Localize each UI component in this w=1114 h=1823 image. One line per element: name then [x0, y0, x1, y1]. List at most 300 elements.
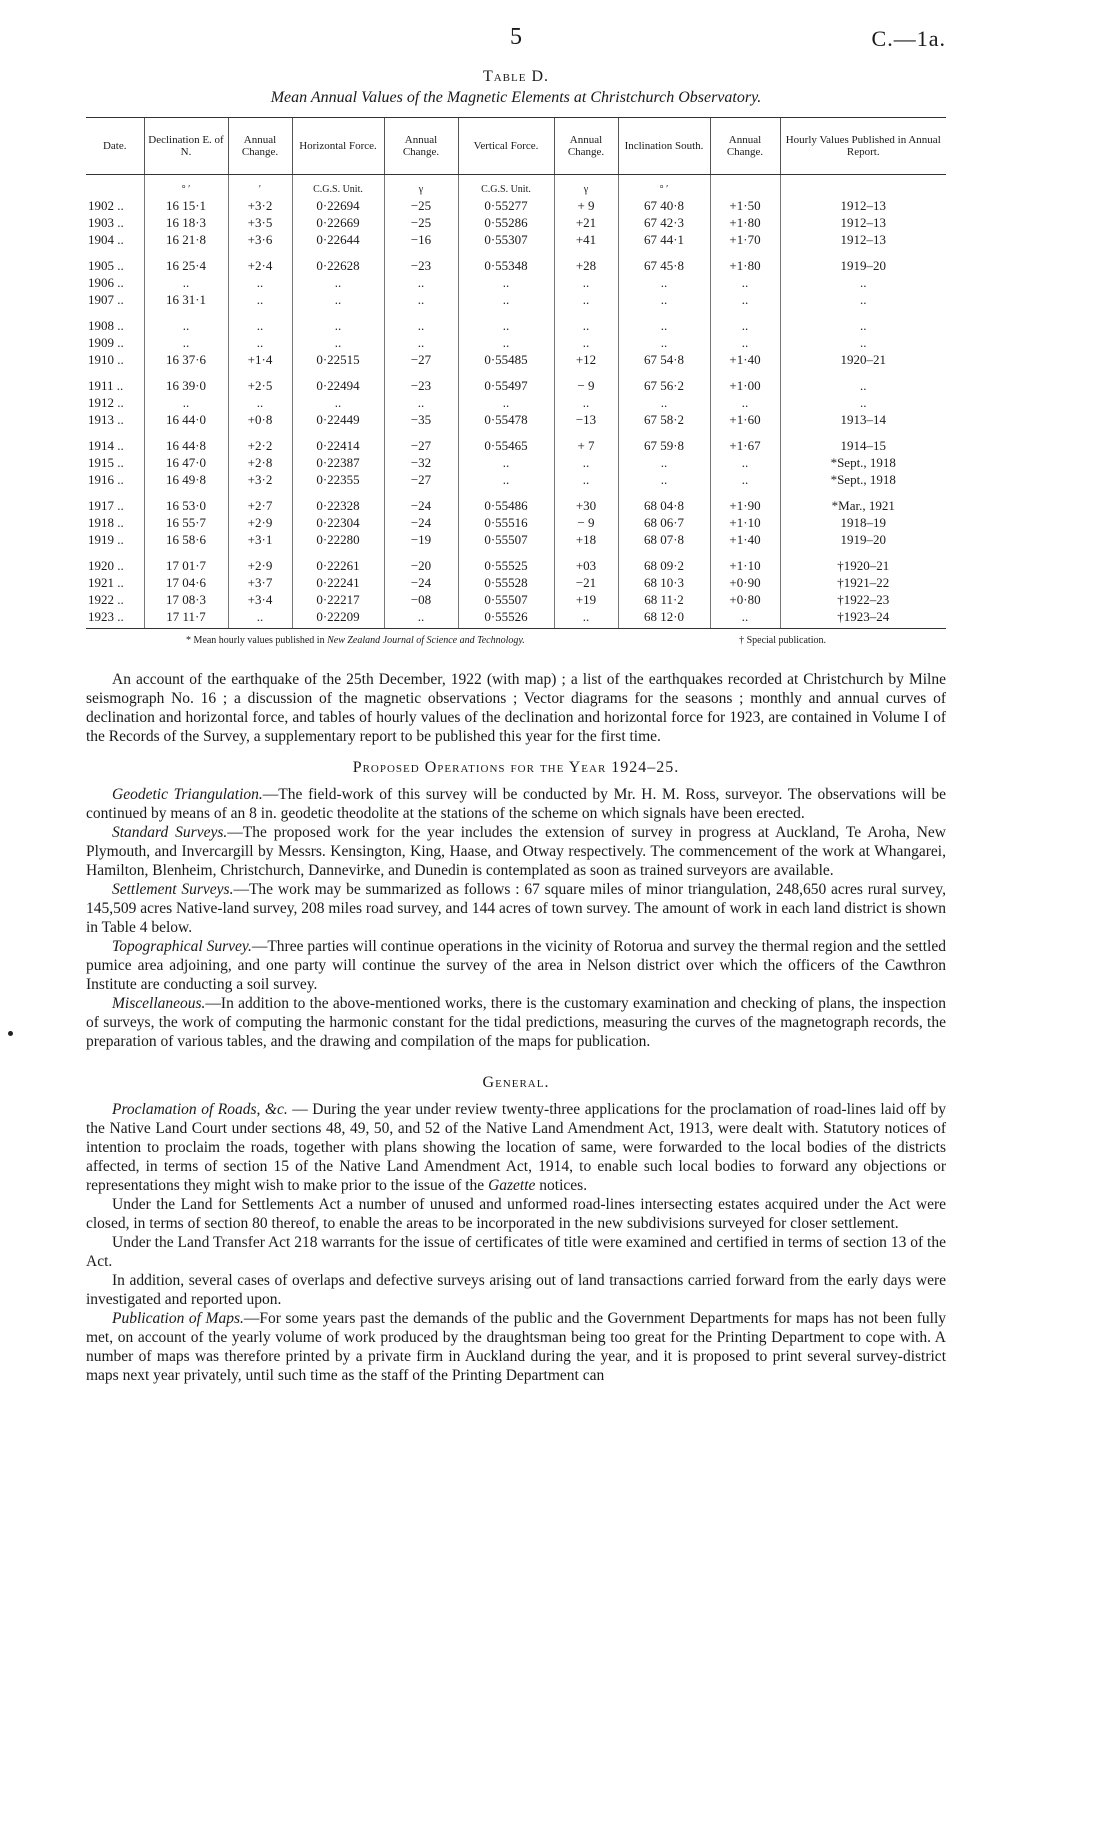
table-cell: 1923 .. — [86, 608, 144, 629]
table-header-row — [86, 118, 946, 175]
table-cell: 1904 .. — [88, 232, 124, 247]
table-cell: +0·8 — [228, 411, 292, 428]
table-cell: .. — [384, 394, 458, 411]
page-number: 5 — [510, 24, 522, 50]
table-cell: +1·90 — [710, 497, 780, 514]
table-cell: +12 — [554, 351, 618, 368]
table-cell: 0·55507 — [458, 591, 554, 608]
table-cell — [618, 368, 710, 377]
table-cell: −08 — [384, 591, 458, 608]
table-row — [86, 377, 946, 394]
spacer-row — [86, 368, 946, 377]
table-cell: .. — [228, 608, 292, 629]
table-cell: .. — [144, 334, 228, 351]
table-cell: .. — [618, 454, 710, 471]
table-cell: .. — [710, 317, 780, 334]
table-cell: 0·55485 — [458, 351, 554, 368]
table-cell: 0·55307 — [458, 231, 554, 248]
table-cell: ° ′ — [618, 175, 710, 198]
table-cell: +1·80 — [710, 214, 780, 231]
table-cell: 1919–20 — [780, 257, 946, 274]
table-cell: −23 — [384, 377, 458, 394]
table-cell: .. — [554, 317, 618, 334]
table-cell: .. — [144, 274, 228, 291]
table-cell — [292, 488, 384, 497]
table-cell: 1920–21 — [780, 351, 946, 368]
page-header — [86, 24, 946, 64]
table-cell: 16 47·0 — [144, 454, 228, 471]
table-row — [86, 334, 946, 351]
table-cell: +1·70 — [710, 231, 780, 248]
table-row — [86, 231, 946, 248]
table-cell: 1912–13 — [780, 214, 946, 231]
table-cell: −32 — [384, 454, 458, 471]
table-cell — [144, 368, 228, 377]
table-cell: 1915 .. — [88, 455, 124, 470]
table-cell: −24 — [384, 514, 458, 531]
table-cell: 1908 .. — [88, 318, 124, 333]
table-cell — [554, 428, 618, 437]
table-cell: −25 — [384, 214, 458, 231]
table-cell: .. — [780, 377, 946, 394]
table-cell — [292, 308, 384, 317]
column-header: Horizontal Force. — [292, 118, 384, 175]
table-cell — [554, 488, 618, 497]
footnote-hourly-prefix: * Mean hourly values published in — [186, 635, 328, 646]
table-cell: .. — [780, 317, 946, 334]
table-cell: 17 08·3 — [144, 591, 228, 608]
table-cell — [228, 548, 292, 557]
proposed-paragraph — [86, 785, 946, 823]
table-cell: .. — [780, 274, 946, 291]
table-cell: 0·22414 — [292, 437, 384, 454]
general-heading: General. — [482, 1074, 550, 1091]
table-cell: +28 — [554, 257, 618, 274]
table-cell — [228, 248, 292, 257]
table-cell: +3·2 — [228, 197, 292, 214]
table-cell: +1·4 — [228, 351, 292, 368]
maps-paragraph — [86, 1309, 946, 1385]
table-cell: 0·22209 — [292, 608, 384, 629]
table-cell: .. — [144, 394, 228, 411]
footnote-hourly-values — [186, 635, 525, 646]
table-cell: .. — [618, 291, 710, 308]
table-cell — [780, 308, 946, 317]
table-cell: .. — [618, 394, 710, 411]
table-cell: 0·55516 — [458, 514, 554, 531]
table-cell: .. — [228, 394, 292, 411]
table-cell: 68 04·8 — [618, 497, 710, 514]
table-cell: .. — [292, 334, 384, 351]
table-cell: 68 11·2 — [618, 591, 710, 608]
table-cell: .. — [554, 454, 618, 471]
table-cell: 0·22328 — [292, 497, 384, 514]
table-row — [86, 411, 946, 428]
table-cell: 17 11·7 — [144, 608, 228, 629]
table-cell — [780, 428, 946, 437]
table-cell: 1918 .. — [88, 515, 124, 530]
table-cell: −23 — [384, 257, 458, 274]
table-row — [86, 531, 946, 548]
table-cell — [554, 368, 618, 377]
table-cell: 16 55·7 — [144, 514, 228, 531]
land-transfer-paragraph: Under the Land Transfer Act 218 warrants for the issue of certificates of title were examined and certified in terms of section 13 of the Act. — [86, 1234, 946, 1270]
table-row — [86, 557, 946, 574]
table-cell: 16 53·0 — [144, 497, 228, 514]
table-cell: 67 40·8 — [618, 197, 710, 214]
table-cell — [144, 428, 228, 437]
table-cell: 1913–14 — [780, 411, 946, 428]
table-cell: −19 — [384, 531, 458, 548]
table-cell: .. — [228, 274, 292, 291]
table-cell: .. — [292, 274, 384, 291]
table-row — [86, 394, 946, 411]
table-cell: .. — [618, 334, 710, 351]
table-cell: 1902 .. — [88, 198, 124, 213]
table-cell — [458, 368, 554, 377]
table-cell: .. — [458, 394, 554, 411]
table-cell: .. — [554, 291, 618, 308]
table-cell — [458, 548, 554, 557]
table-cell: 0·22241 — [292, 574, 384, 591]
table-cell: 0·55486 — [458, 497, 554, 514]
table-cell: 0·55528 — [458, 574, 554, 591]
table-cell: +0·80 — [710, 591, 780, 608]
table-cell: .. — [292, 394, 384, 411]
table-cell: + 7 — [554, 437, 618, 454]
table-cell: −25 — [384, 197, 458, 214]
table-cell: .. — [228, 291, 292, 308]
paragraph-lead: Miscellaneous. — [112, 995, 206, 1012]
table-row — [86, 197, 946, 214]
table-cell — [384, 548, 458, 557]
paragraph-text: —In addition to the above-mentioned works, there is the customary examination and checking of plans, the inspection of surveys, the work of computing the harmonic constant for the tidal predictions, measuring the curves of the magnetograph records, the preparation of various tables, and the drawing and compilation of the maps for publication. — [86, 995, 946, 1050]
table-title: Table D. — [482, 68, 550, 85]
table-cell: +30 — [554, 497, 618, 514]
table-cell: 1905 .. — [88, 258, 124, 273]
proposed-operations-section — [86, 785, 946, 1051]
table-cell: − 9 — [554, 514, 618, 531]
proposed-paragraph — [86, 937, 946, 994]
table-row — [86, 351, 946, 368]
table-cell: *Sept., 1918 — [780, 454, 946, 471]
roads-paragraph — [86, 1100, 946, 1195]
table-cell — [780, 368, 946, 377]
table-cell: .. — [458, 334, 554, 351]
table-cell: 68 09·2 — [618, 557, 710, 574]
table-cell: 1910 .. — [88, 352, 124, 367]
table-row — [86, 497, 946, 514]
table-cell: 0·22694 — [292, 197, 384, 214]
table-cell: 1903 .. — [88, 215, 124, 230]
table-cell: γ — [554, 175, 618, 198]
table-cell: −24 — [384, 497, 458, 514]
column-header: Annual Change. — [710, 118, 780, 175]
table-cell: 1920 .. — [88, 558, 124, 573]
table-cell: −27 — [384, 471, 458, 488]
table-cell — [86, 488, 144, 497]
document-reference: C.—1a. — [871, 26, 946, 51]
table-cell — [86, 368, 144, 377]
table-cell — [228, 428, 292, 437]
table-cell: 1914 .. — [88, 438, 124, 453]
proposed-paragraph — [86, 823, 946, 880]
paragraph-lead: Standard Surveys. — [112, 824, 228, 841]
table-cell: +2·9 — [228, 514, 292, 531]
table-row — [86, 437, 946, 454]
table-cell: .. — [144, 317, 228, 334]
table-cell: 0·22644 — [292, 231, 384, 248]
table-cell — [144, 248, 228, 257]
column-header: Annual Change. — [554, 118, 618, 175]
table-cell: 1911 .. — [88, 378, 124, 393]
table-cell: +1·10 — [710, 514, 780, 531]
table-row — [86, 608, 946, 629]
table-cell — [144, 548, 228, 557]
table-cell: 17 01·7 — [144, 557, 228, 574]
table-cell: 16 44·8 — [144, 437, 228, 454]
table-cell: 0·22217 — [292, 591, 384, 608]
column-header: Annual Change. — [228, 118, 292, 175]
table-cell: 68 12·0 — [618, 608, 710, 629]
table-cell: +2·5 — [228, 377, 292, 394]
table-cell: +3·6 — [228, 231, 292, 248]
table-cell: +1·40 — [710, 531, 780, 548]
column-header: Inclination South. — [618, 118, 710, 175]
table-cell — [710, 428, 780, 437]
table-cell: 68 10·3 — [618, 574, 710, 591]
table-cell: 0·55525 — [458, 557, 554, 574]
table-cell: −24 — [384, 574, 458, 591]
table-cell: +41 — [554, 231, 618, 248]
table-cell: +0·90 — [710, 574, 780, 591]
table-cell — [384, 248, 458, 257]
paragraph-text: —Three parties will continue operations in the vicinity of Rotorua and survey the thermal region and the settled pumice area adjoining, and one party will continue the survey of the area in Nelson district over which the officers of the Cawthron Institute are conducting a soil survey. — [86, 938, 946, 993]
page — [86, 24, 946, 1385]
table-cell: 16 37·6 — [144, 351, 228, 368]
table-cell: 16 39·0 — [144, 377, 228, 394]
table-cell: 1921 .. — [88, 575, 124, 590]
table-cell: −21 — [554, 574, 618, 591]
settlements-paragraph: Under the Land for Settlements Act a number of unused and unformed road-lines intersecting estates acquired under the Act were closed, in terms of section 80 thereof, to enable the areas to be incorporated in the new subdivisions surveyed for closer settlement. — [86, 1196, 946, 1232]
table-body — [86, 175, 946, 629]
footnote-special-publication: † Special publication. — [739, 635, 826, 646]
body-text — [86, 670, 946, 1385]
proposed-operations-heading: Proposed Operations for the Year 1924–25. — [352, 759, 680, 776]
table-cell: 1917 .. — [88, 498, 124, 513]
table-cell: 1912–13 — [780, 197, 946, 214]
table-cell: 67 59·8 — [618, 437, 710, 454]
table-cell: +3·1 — [228, 531, 292, 548]
table-cell: 0·22387 — [292, 454, 384, 471]
roads-text-a: — During the year under review twenty-three applications for the proclamation of road-lines laid off by the Native Land Court under sections 48, 49, 50, and 52 of the Native Land Amendment Act, 1913, were dealt with. Statutory notices of intention to proclaim the roads, together with plans showing the location of same, were forwarded to the local bodies of the districts affected, in terms of section 15 of the Native Land Amendment Act, 1914, to enable such local bodies to forward any objections or representations they might wish to make prior to the issue of the — [86, 1101, 946, 1194]
table-cell: .. — [228, 317, 292, 334]
table-cell — [384, 368, 458, 377]
table-cell: 0·22261 — [292, 557, 384, 574]
table-cell: 0·22494 — [292, 377, 384, 394]
paragraph-lead: Geodetic Triangulation. — [112, 786, 263, 803]
table-cell — [86, 248, 144, 257]
table-cell: .. — [710, 471, 780, 488]
table-cell — [618, 428, 710, 437]
table-cell: 16 31·1 — [144, 291, 228, 308]
table-cell: +1·67 — [710, 437, 780, 454]
column-header: Vertical Force. — [458, 118, 554, 175]
spacer-row — [86, 548, 946, 557]
table-cell: 1907 .. — [88, 292, 124, 307]
table-cell: .. — [228, 334, 292, 351]
table-cell: +1·80 — [710, 257, 780, 274]
table-cell: 0·55507 — [458, 531, 554, 548]
table-cell: ° ′ — [144, 175, 228, 198]
table-cell: 1906 .. — [88, 275, 124, 290]
table-cell: +1·10 — [710, 557, 780, 574]
table-cell: +3·2 — [228, 471, 292, 488]
table-cell: γ — [384, 175, 458, 198]
table-subtitle: Mean Annual Values of the Magnetic Elements at Christchurch Observatory. — [270, 89, 762, 106]
table-cell — [458, 428, 554, 437]
table-cell: 0·22669 — [292, 214, 384, 231]
roads-lead: Proclamation of Roads, &c. — [112, 1101, 288, 1118]
table-cell: − 9 — [554, 377, 618, 394]
table-cell: 0·22515 — [292, 351, 384, 368]
spacer-row — [86, 248, 946, 257]
table-cell: 0·55526 — [458, 608, 554, 629]
table-cell: †1920–21 — [780, 557, 946, 574]
table-cell: +2·4 — [228, 257, 292, 274]
table-cell: .. — [384, 274, 458, 291]
magnetic-elements-table — [86, 117, 946, 629]
paragraph-text: —The proposed work for the year includes the extension of survey in progress at Auckland, Te Aroha, New Plymouth, and Invercargill by Messrs. Kensington, King, Haase, and Otway respectively. The commencement of the work at Whangarei, Hamilton, Blenheim, Christchurch, Dannevirke, and Dunedin is contemplated as soon as trained surveyors are available. — [86, 824, 947, 879]
table-cell: +1·50 — [710, 197, 780, 214]
table-cell — [292, 428, 384, 437]
table-cell — [458, 488, 554, 497]
overlaps-paragraph: In addition, several cases of overlaps and defective surveys arising out of land transactions carried forward from the early days were investigated and reported upon. — [86, 1272, 946, 1308]
table-cell: + 9 — [554, 197, 618, 214]
table-cell: 1922 .. — [88, 592, 124, 607]
table-cell: +1·60 — [710, 411, 780, 428]
table-cell: .. — [710, 274, 780, 291]
table-cell: 16 49·8 — [144, 471, 228, 488]
table-cell: .. — [384, 334, 458, 351]
table-cell — [86, 548, 144, 557]
table-cell: 1913 .. — [88, 412, 124, 427]
table-cell: .. — [554, 274, 618, 291]
table-cell — [458, 308, 554, 317]
table-cell — [618, 488, 710, 497]
units-row — [86, 175, 946, 198]
table-cell — [384, 308, 458, 317]
table-cell: 67 45·8 — [618, 257, 710, 274]
table-cell: +1·40 — [710, 351, 780, 368]
table-cell: †1922–23 — [780, 591, 946, 608]
spacer-row — [86, 308, 946, 317]
table-cell — [292, 368, 384, 377]
table-cell: 0·55277 — [458, 197, 554, 214]
maps-lead: Publication of Maps. — [112, 1310, 244, 1327]
table-row — [86, 274, 946, 291]
table-cell: .. — [458, 274, 554, 291]
table-cell: C.G.S. Unit. — [292, 175, 384, 198]
table-cell: .. — [292, 317, 384, 334]
table-cell: .. — [292, 291, 384, 308]
table-cell — [86, 175, 144, 198]
table-cell: .. — [554, 334, 618, 351]
table-cell — [144, 308, 228, 317]
table-cell: +21 — [554, 214, 618, 231]
table-cell — [780, 488, 946, 497]
gazette-word: Gazette — [488, 1177, 536, 1194]
table-cell — [618, 548, 710, 557]
roads-text-b: notices. — [535, 1177, 588, 1194]
table-cell: .. — [458, 454, 554, 471]
table-cell — [86, 308, 144, 317]
footnote-journal-name: New Zealand Journal of Science and Technology. — [327, 635, 525, 646]
table-cell: −27 — [384, 437, 458, 454]
column-header: Annual Change. — [384, 118, 458, 175]
table-cell: +2·2 — [228, 437, 292, 454]
table-cell — [292, 548, 384, 557]
table-cell: 17 04·6 — [144, 574, 228, 591]
table-cell: 1918–19 — [780, 514, 946, 531]
table-cell — [554, 308, 618, 317]
table-cell: .. — [458, 471, 554, 488]
table-cell: *Sept., 1918 — [780, 471, 946, 488]
table-cell — [710, 488, 780, 497]
table-row — [86, 591, 946, 608]
table-cell — [228, 368, 292, 377]
table-cell — [228, 488, 292, 497]
table-row — [86, 514, 946, 531]
table-cell: 16 25·4 — [144, 257, 228, 274]
table-cell: −16 — [384, 231, 458, 248]
table-cell — [710, 248, 780, 257]
table-cell: C.G.S. Unit. — [458, 175, 554, 198]
table-row — [86, 317, 946, 334]
table-cell: +03 — [554, 557, 618, 574]
table-cell: +2·7 — [228, 497, 292, 514]
maps-text: —For some years past the demands of the public and the Government Departments for maps has not been fully met, on account of the yearly volume of work produced by the draughtsman being too great for the Printing Department to cope with. A number of maps was therefore printed by a private firm in Auckland during the year, and it is proposed to print several survey-district maps next year privately, until such time as the staff of the Printing Department can — [86, 1310, 947, 1384]
table-cell: .. — [780, 394, 946, 411]
table-cell: .. — [618, 471, 710, 488]
table-cell: 16 21·8 — [144, 231, 228, 248]
paragraph-lead: Topographical Survey. — [112, 938, 252, 955]
table-row — [86, 454, 946, 471]
table-cell: 16 18·3 — [144, 214, 228, 231]
table-cell: −27 — [384, 351, 458, 368]
table-cell — [710, 308, 780, 317]
table-row — [86, 214, 946, 231]
table-cell — [554, 548, 618, 557]
table-cell: †1921–22 — [780, 574, 946, 591]
table-cell: .. — [458, 317, 554, 334]
table-cell — [384, 488, 458, 497]
table-cell — [458, 248, 554, 257]
table-cell: +18 — [554, 531, 618, 548]
table-cell — [780, 548, 946, 557]
table-cell — [618, 248, 710, 257]
table-cell: †1923–24 — [780, 608, 946, 629]
table-cell: +3·4 — [228, 591, 292, 608]
table-cell: +2·8 — [228, 454, 292, 471]
table-cell: 0·22355 — [292, 471, 384, 488]
table-cell: .. — [710, 291, 780, 308]
table-cell — [554, 248, 618, 257]
column-header: Declination E. of N. — [144, 118, 228, 175]
proposed-paragraph — [86, 880, 946, 937]
spacer-row — [86, 488, 946, 497]
table-cell: 1919–20 — [780, 531, 946, 548]
